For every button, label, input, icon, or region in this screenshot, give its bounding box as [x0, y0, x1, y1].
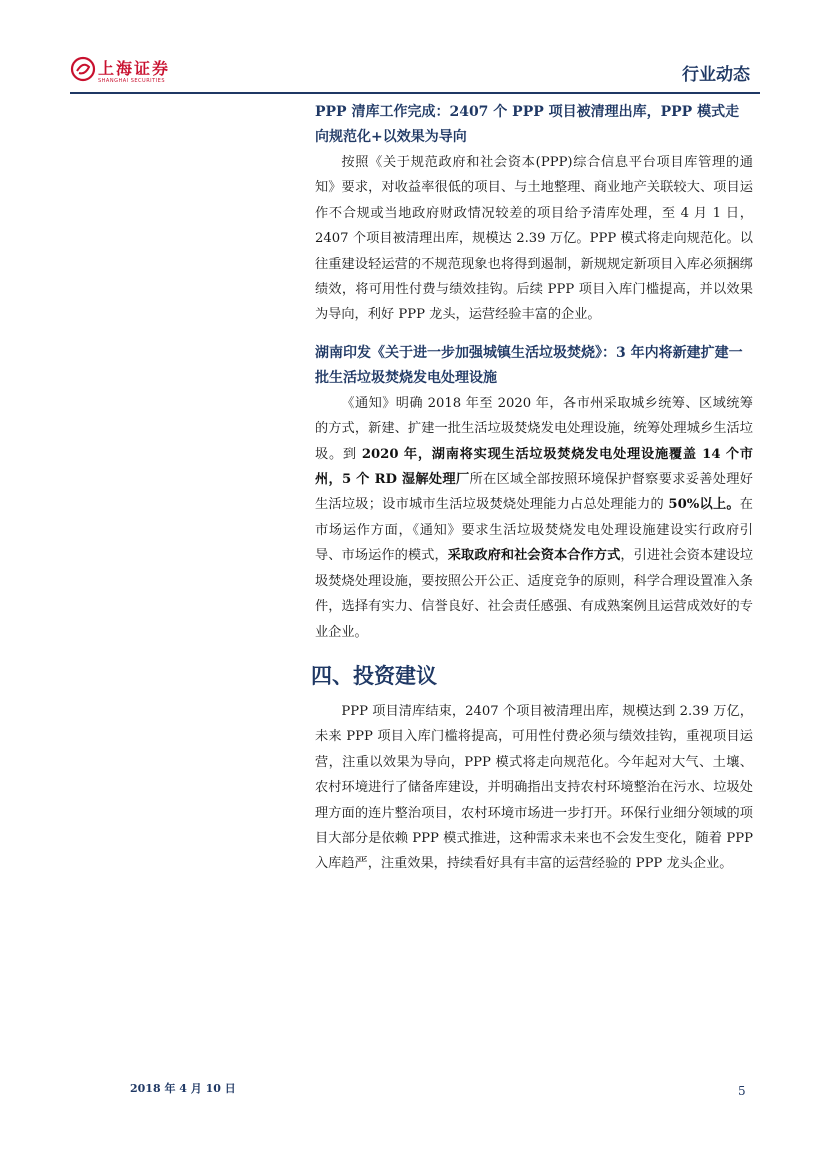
article1-title: PPP 清库工作完成：2407 个 PPP 项目被清理出库，PPP 模式走向规范化+以效果为导向	[315, 104, 740, 145]
main-content	[311, 100, 754, 877]
page-header	[70, 52, 760, 96]
article2-title: 湖南印发《关于进一步加强城镇生活垃圾焚烧》：3 年内将新建扩建一批生活垃圾焚烧发电处理设施	[315, 344, 743, 386]
report-type-title: 行业动态	[682, 65, 750, 85]
section-heading-investment: 四、投资建议	[311, 663, 437, 688]
article2-bold-1: 2020 年，湖南将实现生活垃圾焚烧发电处理设施覆盖 14 个市州，5 个 RD 湿解处理厂	[315, 446, 753, 488]
article2-text-3: 在市场运作方面，《通知》要求生活垃圾焚烧发电处理设施建设实行政府引导、市场运作的模式，	[315, 497, 753, 564]
page-number: 5	[738, 1084, 746, 1098]
footer-date: 2018 年 4 月 10 日	[130, 1082, 236, 1095]
article2-paragraph	[315, 391, 753, 645]
logo-english-text: SHANGHAI SECURITIES	[98, 78, 166, 84]
article2-text-2: 所在区域全部按照环境保护督察要求妥善处理好生活垃圾；设市城市生活垃圾焚烧处理能力占总处理能力的	[315, 472, 753, 513]
article2-text-1: 《通知》明确 2018 年至 2020 年，各市州采取城乡统筹、区域统筹的方式，新建、扩建一批生活垃圾焚烧发电处理设施，统筹处理城乡生活垃圾。到	[315, 395, 753, 462]
company-logo	[70, 56, 180, 92]
article2-text-4: ，引进社会资本建设垃圾焚烧处理设施，要按照公开公正、适度竞争的原则，科学合理设置准入条件，选择有实力、信誉良好、社会责任感强、有成熟案例且运营成效好的专业企业。	[315, 548, 754, 640]
article1-paragraph: 按照《关于规范政府和社会资本(PPP)综合信息平台项目库管理的通知》要求，对收益率很低的项目、与土地整理、商业地产关联较大、项目运作不合规或当地政府财政情况较差的项目给予清库处理，至 4 月 1 日， 2407 个项目被清理出库，规模达 2.39 万亿。PPP 模式将走向规范化。以往重建设轻运营的不规范现象也将得到遏制，新规规定新项目入库必须捆绑绩效，将可用性付费与绩效挂钩。后续 PPP 项目入库门槛提高，并以效果为导向，利好 PPP 龙头，运营经验丰富的企业。	[315, 155, 753, 323]
logo-emblem-icon	[70, 56, 96, 82]
article2-bold-2: 50%以上。	[668, 497, 740, 513]
header-divider	[70, 92, 760, 94]
article2-bold-3: 采取政府和社会资本合作方式	[447, 548, 621, 564]
logo-text: 上海证券	[98, 59, 171, 78]
section4-paragraph: PPP 项目清库结束，2407 个项目被清理出库，规模达到 2.39 万亿，未来 PPP 项目入库门槛将提高，可用性付费必须与绩效挂钩，重视项目运营，注重以效果为导向，PPP 模式将走向规范化。今年起对大气、土壤、农村环境进行了储备库建设，并明确指出支持农村环境整治在污水、垃圾处理方面的连片整治项目，农村环境市场进一步打开。环保行业细分领域的项目大部分是依赖 PPP 模式推进，这种需求未来也不会发生变化，随着 PPP 入库趋严，注重效果，持续看好具有丰富的运营经验的 PPP 龙头企业。	[315, 703, 753, 872]
